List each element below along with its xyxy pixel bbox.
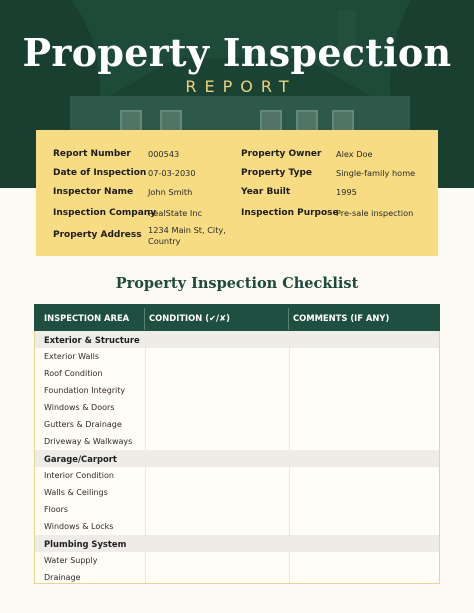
purpose-label: Inspection Purpose [241, 208, 339, 218]
company-label: Inspection Company [53, 208, 157, 218]
table-row [35, 518, 439, 535]
page-subtitle: REPORT [185, 77, 297, 96]
table-row [35, 348, 439, 365]
column-condition: CONDITION (✔/✘) [149, 313, 230, 323]
column-inspection-area: INSPECTION AREA [44, 313, 130, 323]
type-label: Property Type [241, 168, 312, 178]
year-value: 1995 [336, 187, 357, 197]
address-value-line1: 1234 Main St, City, [148, 225, 226, 235]
date-value: 07-03-2030 [148, 168, 196, 178]
company-value: RealState Inc [148, 208, 203, 218]
inspection-area-label: Windows & Locks [44, 522, 114, 531]
column-comments: COMMENTS (IF ANY) [293, 313, 390, 323]
year-label: Year Built [241, 187, 291, 197]
table-group-row [35, 535, 439, 552]
inspection-area-label: Gutters & Drainage [44, 420, 122, 429]
inspection-area-label: Roof Condition [44, 369, 103, 378]
inspection-area-label: Windows & Doors [44, 403, 115, 412]
table-row [35, 399, 439, 416]
group-label: Plumbing System [44, 539, 127, 549]
inspector-value: John Smith [148, 187, 193, 197]
checklist-title: Property Inspection Checklist [115, 275, 359, 292]
table-row [35, 501, 439, 518]
owner-value: Alex Doe [336, 149, 373, 159]
table-row [35, 382, 439, 399]
address-value-line2: Country [148, 236, 181, 246]
table-group-row [35, 331, 439, 348]
inspection-area-label: Water Supply [44, 556, 98, 565]
inspection-area-label: Floors [44, 505, 69, 514]
table-row [35, 416, 439, 433]
table-row [35, 552, 439, 569]
date-label: Date of Inspection [53, 168, 147, 178]
inspection-area-label: Interior Condition [44, 471, 114, 480]
inspection-area-label: Exterior Walls [44, 352, 99, 361]
inspection-area-label: Drainage [44, 573, 81, 582]
table-group-row [35, 450, 439, 467]
table-row [35, 365, 439, 382]
report-number-label: Report Number [53, 149, 131, 159]
table-row [35, 467, 439, 484]
inspection-area-label: Foundation Integrity [44, 386, 126, 395]
owner-label: Property Owner [241, 149, 322, 159]
address-label: Property Address [53, 230, 142, 240]
property-info-card [36, 130, 438, 256]
group-label: Garage/Carport [44, 454, 117, 464]
table-row [35, 484, 439, 501]
inspection-area-label: Driveway & Walkways [44, 437, 133, 446]
inspection-area-label: Walls & Ceilings [44, 488, 108, 497]
purpose-value: Pre-sale inspection [336, 208, 414, 218]
inspector-label: Inspector Name [53, 187, 134, 197]
page-title: Property Inspection [22, 30, 452, 75]
report-number-value: 000543 [148, 149, 180, 159]
table-row [35, 569, 439, 586]
checklist-table [34, 304, 440, 584]
group-label: Exterior & Structure [44, 335, 140, 345]
type-value: Single-family home [336, 168, 416, 178]
table-row [35, 433, 439, 450]
table-header [34, 304, 440, 331]
